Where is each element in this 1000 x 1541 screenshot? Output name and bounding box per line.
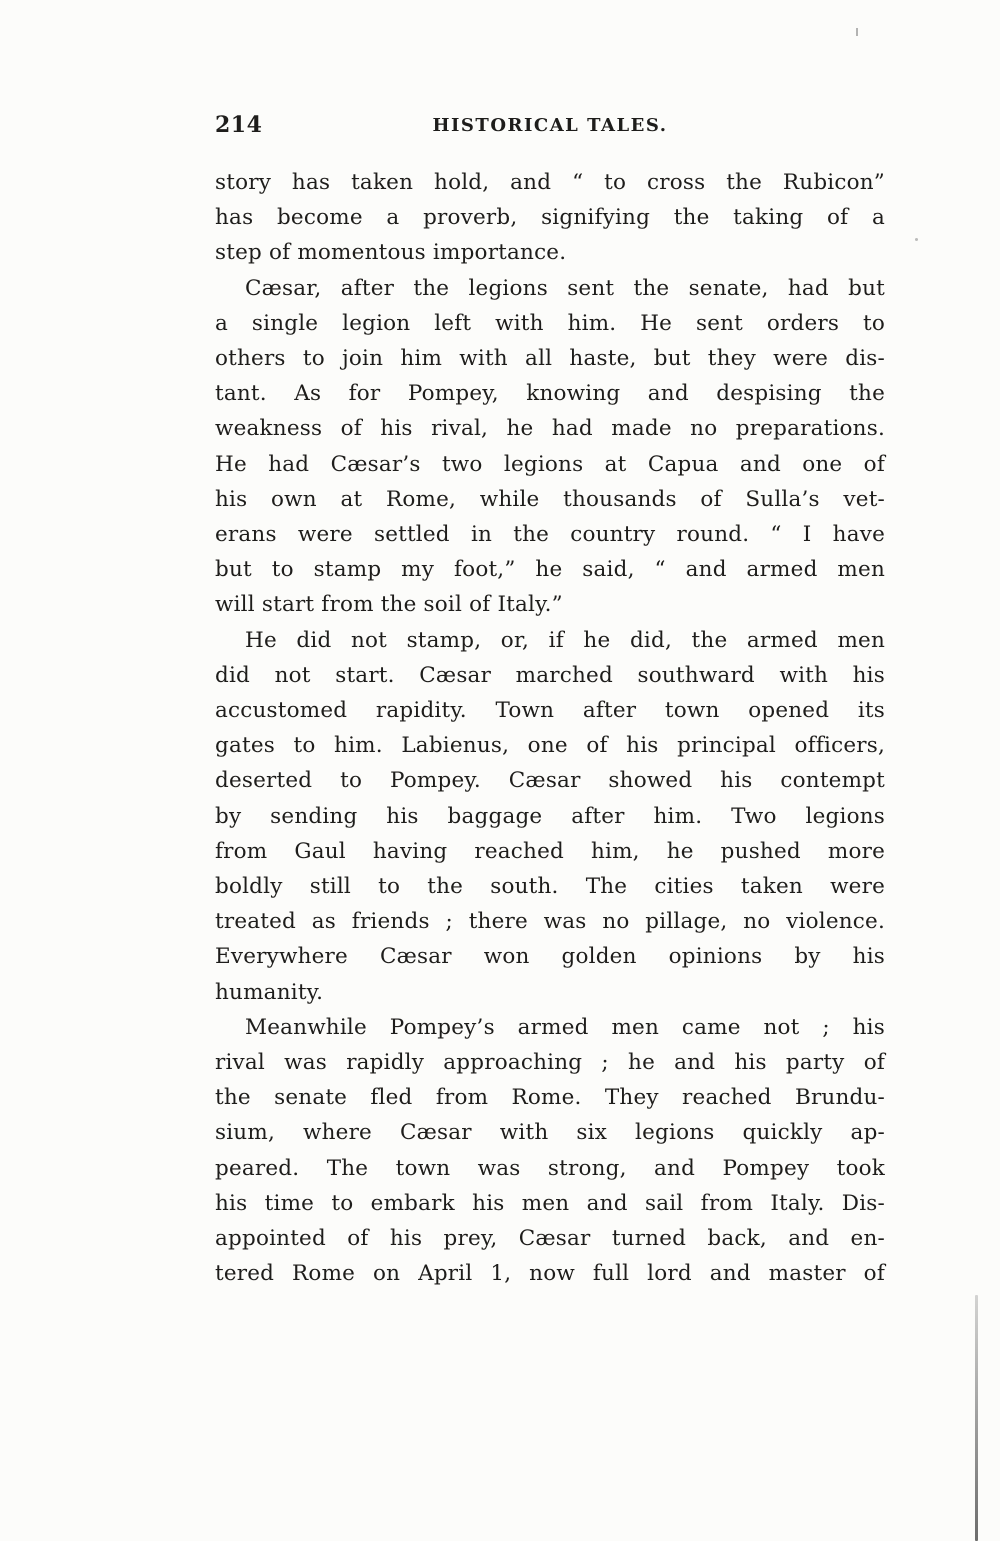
text-line: rival was rapidly approaching ; he and his party of (215, 1050, 885, 1076)
text-line: but to stamp my foot,” he said, “ and armed men (215, 557, 885, 583)
text-line: will start from the soil of Italy.” (215, 592, 563, 618)
running-title: HISTORICAL TALES. (432, 115, 668, 136)
text-line: Cæsar, after the legions sent the senate, had but (245, 275, 885, 301)
text-line: gates to him. Labienus, one of his principal officers, (215, 733, 885, 759)
text-line: step of momentous importance. (215, 240, 567, 266)
text-line: sium, where Cæsar with six legions quickly ap- (215, 1120, 885, 1146)
text-line: deserted to Pompey. Cæsar showed his contempt (215, 768, 885, 794)
text-line: the senate fled from Rome. They reached Brundu- (215, 1085, 885, 1111)
text-line: a single legion left with him. He sent orders to (215, 310, 885, 336)
scan-speck (915, 238, 918, 241)
text-line: others to join him with all haste, but they were dis- (215, 346, 885, 372)
text-line: appointed of his prey, Cæsar turned back, and en- (215, 1226, 885, 1252)
text-line: humanity. (215, 979, 324, 1005)
text-line: boldly still to the south. The cities taken were (215, 874, 885, 900)
text-line: erans were settled in the country round. “ I have (215, 522, 885, 548)
text-line: did not start. Cæsar marched southward with his (215, 662, 885, 688)
text-line: from Gaul having reached him, he pushed more (215, 838, 885, 864)
text-line: accustomed rapidity. Town after town opened its (215, 698, 885, 724)
page-text (215, 165, 885, 1292)
text-line: has become a proverb, signifying the taking of a (215, 205, 885, 231)
scan-speck (856, 28, 858, 36)
text-line: He did not stamp, or, if he did, the armed men (245, 627, 885, 653)
text-line: his own at Rome, while thousands of Sulla’s vet- (215, 486, 885, 512)
text-line: tant. As for Pompey, knowing and despising the (215, 381, 885, 407)
text-line: treated as friends ; there was no pillage, no violence. (215, 909, 885, 935)
scan-artifact-line (975, 1295, 978, 1541)
text-line: Everywhere Cæsar won golden opinions by his (215, 944, 885, 970)
text-line: He had Cæsar’s two legions at Capua and one of (215, 451, 885, 477)
text-line: by sending his baggage after him. Two legions (215, 803, 885, 829)
text-line: his time to embark his men and sail from Italy. Dis- (215, 1190, 885, 1216)
text-line: Meanwhile Pompey’s armed men came not ; his (245, 1014, 885, 1040)
text-line: story has taken hold, and “ to cross the Rubicon” (215, 170, 885, 195)
text-line: tered Rome on April 1, now full lord and master of (215, 1261, 885, 1287)
text-line: peared. The town was strong, and Pompey took (215, 1155, 885, 1181)
text-line: weakness of his rival, he had made no preparations. (215, 416, 885, 442)
page-header (215, 112, 885, 142)
page-number: 214 (215, 112, 263, 138)
